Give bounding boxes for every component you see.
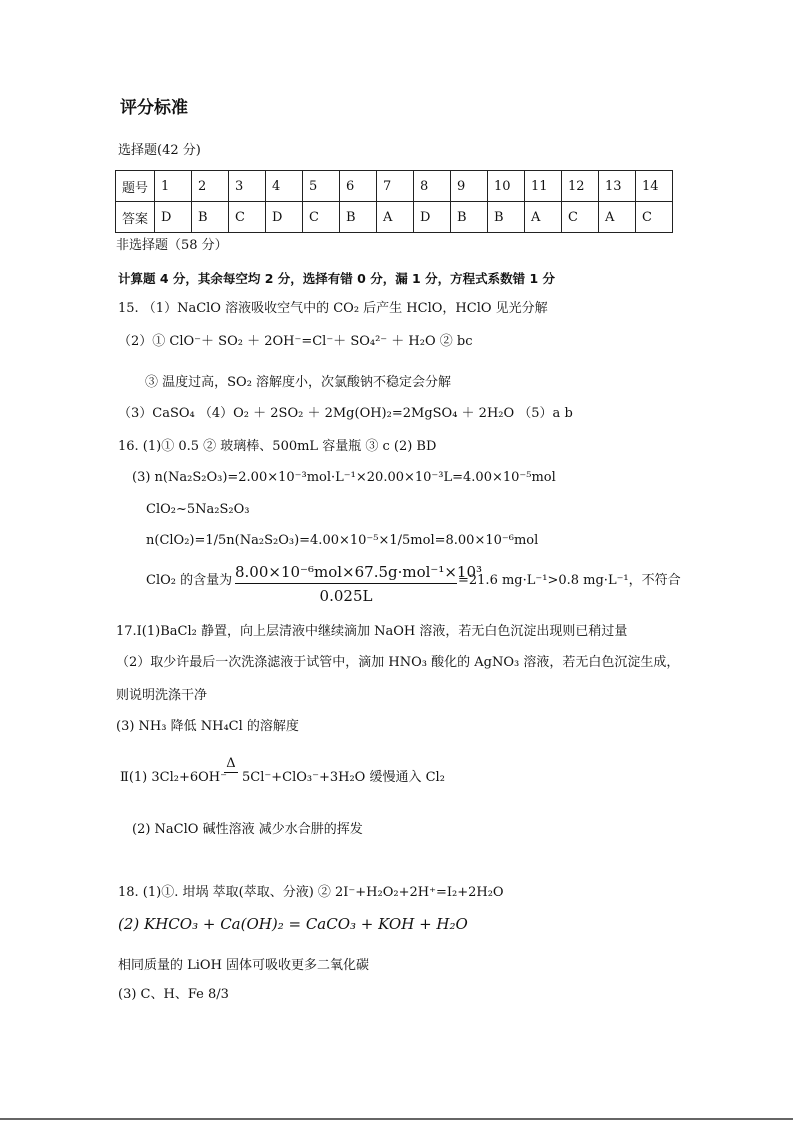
q17-line2: （2）取少许最后一次洗涤滤液于试管中，滴加 HNO₃ 酸化的 AgNO₃ 溶液，若无白色沉淀生成， (116, 655, 680, 670)
q17-line5-left: Ⅱ(1) 3Cl₂+6OH⁻ (120, 770, 227, 785)
question-number: 5 (303, 171, 340, 202)
question-number: 12 (562, 171, 599, 202)
q17-line6: (2) NaClO 碱性溶液 减少水合肼的挥发 (132, 822, 363, 837)
question-number: 2 (192, 171, 229, 202)
question-number: 7 (377, 171, 414, 202)
q15-line3: ③ 温度过高，SO₂ 溶解度小，次氯酸钠不稳定会分解 (145, 375, 452, 390)
question-number: 9 (451, 171, 488, 202)
q17-line4: (3) NH₃ 降低 NH₄Cl 的溶解度 (116, 719, 299, 734)
answer-cell: B (340, 202, 377, 233)
q16-line2: (3) n(Na₂S₂O₃)=2.00×10⁻³mol·L⁻¹×20.00×10⁻³L=4.00×10⁻⁵mol (132, 470, 556, 485)
q17-line1: 17.Ⅰ(1)BaCl₂ 静置，向上层清液中继续滴加 NaOH 溶液，若无白色沉淀出现则已稍过量 (116, 624, 628, 639)
q18-line3: 相同质量的 LiOH 固体可吸收更多二氧化碳 (118, 958, 370, 973)
answer-cell: C (636, 202, 673, 233)
scoring-rule: 计算题 4 分，其余每空均 2 分，选择有错 0 分，漏 1 分，方程式系数错 1 分 (118, 271, 556, 286)
q15-line4: （3）CaSO₄ （4）O₂ ＋ 2SO₂ ＋ 2Mg(OH)₂=2MgSO₄ ＋ 2H₂O （5）a b (118, 406, 573, 421)
answer-cell: C (562, 202, 599, 233)
question-number: 13 (599, 171, 636, 202)
q18-line4: (3) C、H、Fe 8/3 (118, 987, 229, 1002)
fraction (235, 563, 483, 605)
q15-line2: （2）① ClO⁻＋ SO₂ ＋ 2OH⁻=Cl⁻＋ SO₄²⁻ ＋ H₂O ② bc (118, 334, 473, 349)
table-row-answers (116, 202, 673, 233)
answer-cell: C (229, 202, 266, 233)
mc-heading: 选择题(42 分) (118, 143, 201, 158)
question-number: 1 (155, 171, 192, 202)
answer-cell: B (488, 202, 525, 233)
answer-table (115, 170, 673, 233)
question-number: 11 (525, 171, 562, 202)
question-number: 8 (414, 171, 451, 202)
row-label: 题号 (116, 171, 155, 202)
delta-symbol: Δ (224, 756, 238, 773)
question-number: 6 (340, 171, 377, 202)
question-number: 10 (488, 171, 525, 202)
q16-line3: ClO₂~5Na₂S₂O₃ (146, 502, 250, 517)
answer-cell: B (451, 202, 488, 233)
q16-line4: n(ClO₂)=1/5n(Na₂S₂O₃)=4.00×10⁻⁵×1/5mol=8.00×10⁻⁶mol (146, 533, 539, 548)
fraction-denominator: 0.025L (319, 587, 373, 605)
page-title: 评分标准 (120, 98, 188, 118)
answer-cell: A (599, 202, 636, 233)
answer-cell: D (414, 202, 451, 233)
fraction-numerator: 8.00×10⁻⁶mol×67.5g·mol⁻¹×10³ (235, 563, 457, 584)
q17-line5-right: 5Cl⁻+ClO₃⁻+3H₂O 缓慢通入 Cl₂ (242, 770, 445, 785)
row-label: 答案 (116, 202, 155, 233)
question-number: 3 (229, 171, 266, 202)
q17-line3: 则说明洗涤干净 (116, 688, 208, 703)
answer-cell: A (525, 202, 562, 233)
q16-line5-suffix: =21.6 mg·L⁻¹>0.8 mg·L⁻¹，不符合 (458, 573, 681, 588)
q16-line5-prefix: ClO₂ 的含量为 (146, 573, 233, 588)
table-row-numbers (116, 171, 673, 202)
q18-line2: (2) KHCO₃ + Ca(OH)₂ = CaCO₃ + KOH + H₂O (118, 915, 468, 933)
q16-line1: 16. (1)① 0.5 ② 玻璃棒、500mL 容量瓶 ③ c (2) BD (118, 439, 437, 454)
answer-cell: D (266, 202, 303, 233)
nonmc-heading: 非选择题（58 分） (116, 238, 228, 253)
question-number: 4 (266, 171, 303, 202)
answer-cell: B (192, 202, 229, 233)
answer-cell: C (303, 202, 340, 233)
page-bottom-border (0, 1118, 793, 1120)
q18-line1: 18. (1)①. 坩埚 萃取(萃取、分液) ② 2I⁻+H₂O₂+2H⁺=I₂+2H₂O (118, 885, 504, 900)
answer-cell: A (377, 202, 414, 233)
question-number: 14 (636, 171, 673, 202)
answer-cell: D (155, 202, 192, 233)
q15-line1: 15. （1）NaClO 溶液吸收空气中的 CO₂ 后产生 HClO，HClO 见光分解 (118, 301, 548, 316)
